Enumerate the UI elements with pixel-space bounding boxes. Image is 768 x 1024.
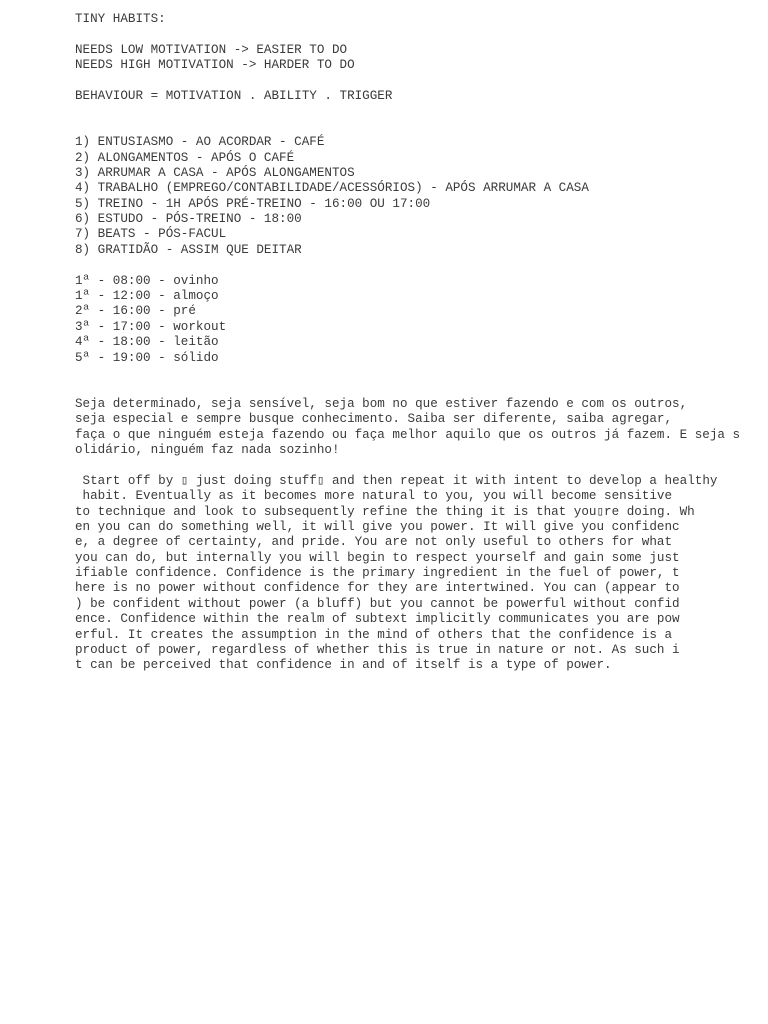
document-page: [75, 12, 755, 674]
habits-list: [75, 135, 755, 258]
habit-item: 5) TREINO - 1H APÓS PRÉ-TREINO - 16:00 OU 17:00: [75, 196, 431, 211]
portuguese-paragraph: [75, 397, 755, 459]
paragraph-line: t can be perceived that confidence in and of itself is a type of power.: [75, 658, 612, 673]
paragraph-line: ence. Confidence within the realm of subtext implicitly communicates you are pow: [75, 612, 680, 627]
meal-item: 3ª - 17:00 - workout: [75, 319, 227, 334]
meal-item: 1ª - 12:00 - almoço: [75, 289, 219, 304]
paragraph-line: erful. It creates the assumption in the mind of others that the confidence is a: [75, 627, 673, 642]
habit-item: 4) TRABALHO (EMPREGO/CONTABILIDADE/ACESSÓRIOS) - APÓS ARRUMAR A CASA: [75, 181, 589, 196]
paragraph-line: seja especial e sempre busque conhecimento. Saiba ser diferente, saiba agregar,: [75, 412, 673, 427]
paragraph-line: habit. Eventually as it becomes more natural to you, you will become sensitive: [75, 489, 673, 504]
habit-item: 2) ALONGAMENTOS - APÓS O CAFÉ: [75, 150, 295, 165]
paragraph-line: Start off by ▯ just doing stuff▯ and then repeat it with intent to develop a healthy: [75, 473, 718, 488]
meal-item: 4ª - 18:00 - leitão: [75, 335, 219, 350]
habit-item: 8) GRATIDÃO - ASSIM QUE DEITAR: [75, 242, 302, 257]
habit-item: 7) BEATS - PÓS-FACUL: [75, 227, 227, 242]
meals-list: [75, 274, 755, 366]
paragraph-line: ) be confident without power (a bluff) but you cannot be powerful without confid: [75, 596, 680, 611]
behaviour-formula: BEHAVIOUR = MOTIVATION . ABILITY . TRIGGER: [75, 88, 393, 103]
motivation-line: NEEDS LOW MOTIVATION -> EASIER TO DO: [75, 42, 348, 57]
habit-item: 6) ESTUDO - PÓS-TREINO - 18:00: [75, 212, 302, 227]
meal-item: 2ª - 16:00 - pré: [75, 304, 196, 319]
document-title: TINY HABITS:: [75, 12, 166, 26]
meal-item: 5ª - 19:00 - sólido: [75, 350, 219, 365]
paragraph-line: faça o que ninguém esteja fazendo ou faça melhor aquilo que os outros já fazem. E seja s: [75, 427, 741, 442]
motivation-line: NEEDS HIGH MOTIVATION -> HARDER TO DO: [75, 58, 355, 73]
english-paragraph: [75, 474, 755, 674]
paragraph-line: en you can do something well, it will give you power. It will give you confidenc: [75, 519, 680, 534]
paragraph-line: e, a degree of certainty, and pride. You are not only useful to others for what: [75, 535, 673, 550]
paragraph-line: you can do, but internally you will begin to respect yourself and gain some just: [75, 550, 680, 565]
paragraph-line: to technique and look to subsequently refine the thing it is that you▯re doing. Wh: [75, 504, 695, 519]
paragraph-line: Seja determinado, seja sensível, seja bom no que estiver fazendo e com os outros,: [75, 396, 688, 411]
paragraph-line: here is no power without confidence for they are intertwined. You can (appear to: [75, 581, 680, 596]
paragraph-line: product of power, regardless of whether this is true in nature or not. As such i: [75, 643, 680, 658]
habit-item: 3) ARRUMAR A CASA - APÓS ALONGAMENTOS: [75, 165, 355, 180]
paragraph-line: olidário, ninguém faz nada sozinho!: [75, 442, 340, 457]
meal-item: 1ª - 08:00 - ovinho: [75, 273, 219, 288]
paragraph-line: ifiable confidence. Confidence is the primary ingredient in the fuel of power, t: [75, 566, 680, 581]
habit-item: 1) ENTUSIASMO - AO ACORDAR - CAFÉ: [75, 135, 325, 150]
motivation-block: [75, 43, 755, 74]
